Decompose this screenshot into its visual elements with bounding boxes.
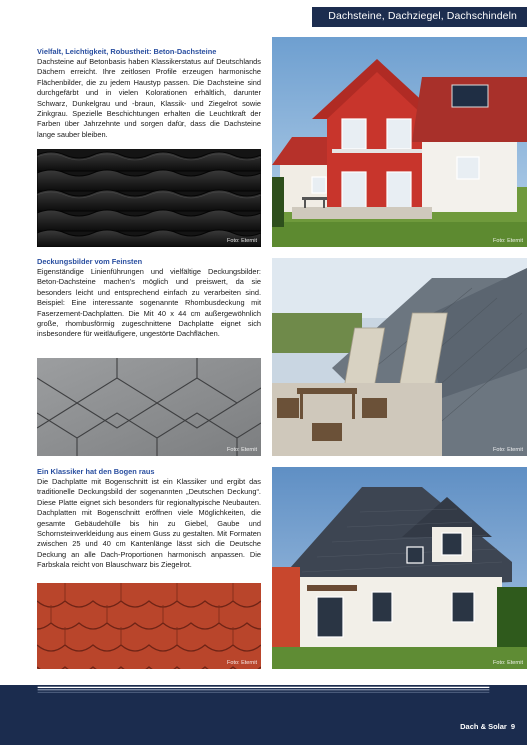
page-header-title: Dachsteine, Dachziegel, Dachschindeln [328,10,517,22]
section-body: Dachsteine auf Betonbasis haben Klassikerstatus auf Deutschlands Dächern erreicht. Ihre zeitlosen Profile erzeugen harmonische Flächenbilder, die zu jedem Haustyp passen. Die Dachsteine sind durchgefärbt und in vielen Kolorationen erhältlich, darunter Schwarz, Dunkelgrau und -braun, Klassik- und Ziegelrot sowie Zinkgrau. Spezielle Beschichtungen erhalten die Leuchtkraft der Farben über Jahrzehnte und sorgen dafür, dass die Dachsteine lange sauber bleiben. [37,57,261,139]
rhombus-tiles-image [37,358,261,456]
rhombus-tiles-photo [37,358,261,456]
red-house-image [272,37,527,247]
footer-magazine-name: Dach & Solar [460,722,507,731]
photo-credit: Foto: Eternit [493,447,523,453]
roof-terrace-image [272,258,527,456]
section-body: Die Dachplatte mit Bogenschnitt ist ein Klassiker und ergibt das traditionelle Deckungsbild der sogenannten „Deutschen Deckung“. Diese Platte eignet sich besonders für regionaltypische Neubauten. Dachplatten mit Bogenschnitt eröffnen viele Möglichkeiten, die gesamte Gebäudehülle bis hin zu Giebel, Gaube und Schornsteinverkleidung aus einem Guss zu gestalten. Mit Formaten zwischen 25 und 40 cm Kantenlänge lässt sich die Deutsche Deckung an alle Dach-Proportionen harmonisch anpassen. Die Farbskala reicht von Blauschwarz bis Ziegelrot. [37,477,261,570]
photo-credit: Foto: Eternit [227,238,257,244]
section-title: Deckungsbilder vom Feinsten [37,257,143,266]
section-title: Ein Klassiker hat den Bogen raus [37,467,155,476]
footer-stripes [0,685,527,697]
black-tiles-image [37,149,261,247]
page-number: 9 [510,722,515,731]
photo-credit: Foto: Eternit [493,238,523,244]
section-deckungsbilder [37,257,261,340]
slate-house-image [272,467,527,669]
photo-credit: Foto: Eternit [227,660,257,666]
footer-label [460,722,515,731]
section-beton-dachsteine [37,47,261,140]
header-bar [312,7,527,27]
black-tiles-photo [37,149,261,247]
roof-terrace-photo [272,258,527,456]
red-scale-tiles-photo [37,583,261,669]
red-house-photo [272,37,527,247]
section-title: Vielfalt, Leichtigkeit, Robustheit: Beton-Dachsteine [37,47,217,56]
section-body: Eigenständige Linienführungen und vielfältige Deckungsbilder: Beton-Dachsteine machen’s möglich und preiswert, da sie besonders leicht und entsprechend einfach zu verarbeiten sind. Beispiel: Eine interessante sogenannte Rhombusdeckung mit Faserzement-Dachplatten. Die Mit 40 x 44 cm außergewöhnlich große, rhombusförmig zugeschnittene Dachplatte eignet sich insbesondere für weitläufigere, ungestörte Dachflächen. [37,267,261,339]
photo-credit: Foto: Eternit [493,660,523,666]
photo-credit: Foto: Eternit [227,447,257,453]
section-deutsche-deckung [37,467,261,571]
slate-house-photo [272,467,527,669]
red-scale-tiles-image [37,583,261,669]
